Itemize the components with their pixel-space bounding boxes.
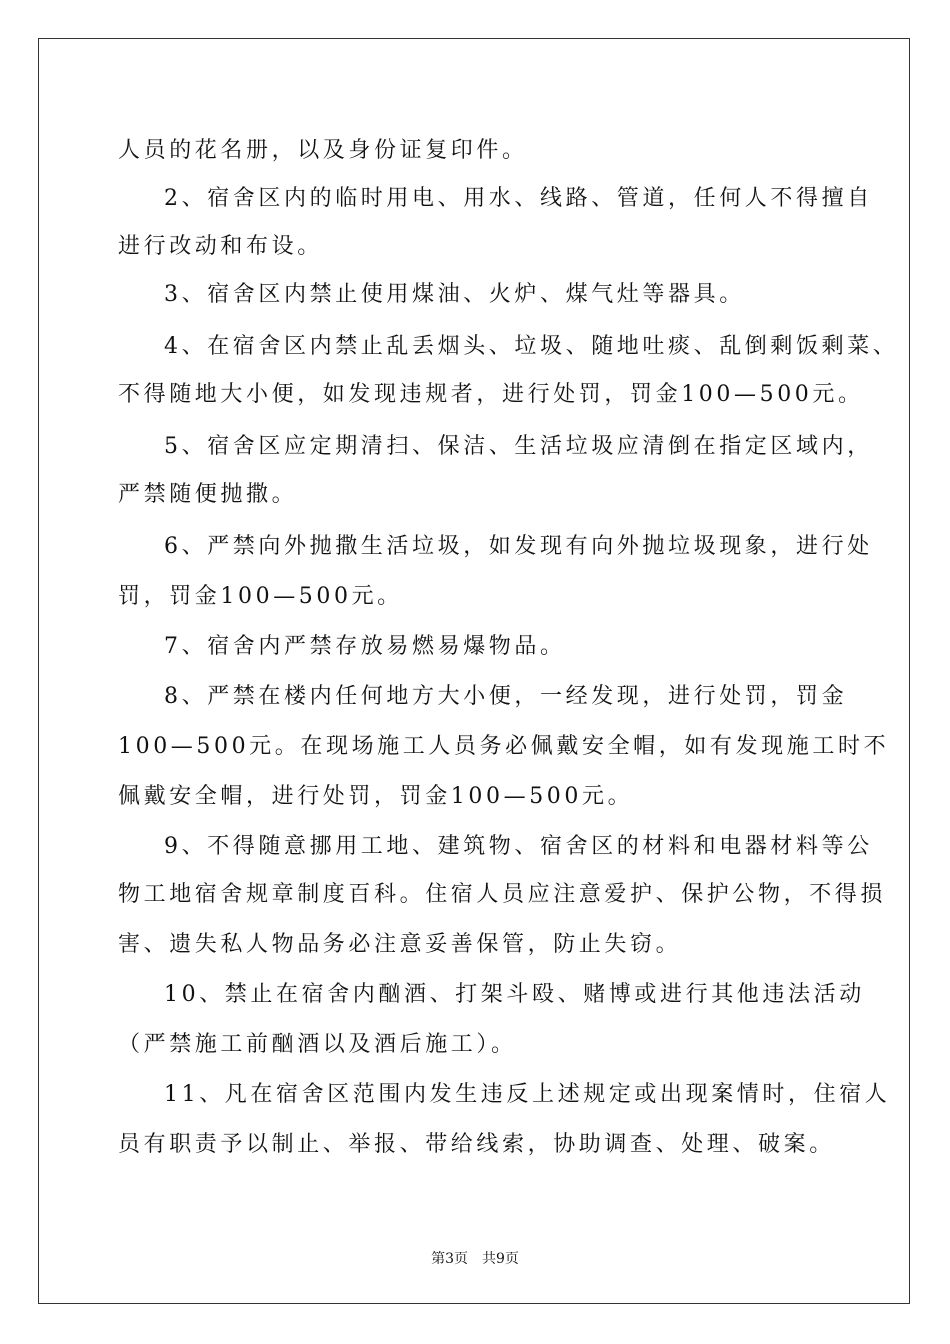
text-line: 进行改动和布设。 (118, 234, 323, 259)
text-line: 严禁随便抛撒。 (118, 482, 298, 507)
text-line: 11、凡在宿舍区范围内发生违反上述规定或出现案情时，住宿人 (164, 1082, 891, 1107)
text-line: 物工地宿舍规章制度百科。住宿人员应注意爱护、保护公物，不得损 (118, 882, 887, 907)
text-line: 5、宿舍区应定期清扫、保洁、生活垃圾应清倒在指定区域内， (164, 434, 873, 459)
page-border (38, 38, 910, 1304)
text-line: 6、严禁向外抛撒生活垃圾，如发现有向外抛垃圾现象，进行处 (164, 534, 873, 559)
text-line: （严禁施工前酗酒以及酒后施工）。 (118, 1032, 517, 1057)
text-line: 8、严禁在楼内任何地方大小便，一经发现，进行处罚，罚金 (164, 684, 848, 709)
text-line: 害、遗失私人物品务必注意妥善保管，防止失窃。 (118, 932, 682, 957)
text-line: 4、在宿舍区内禁止乱丢烟头、垃圾、随地吐痰、乱倒剩饭剩菜、 (164, 334, 899, 359)
text-line: 佩戴安全帽，进行处罚，罚金100—500元。 (118, 784, 634, 809)
text-line: 100—500元。在现场施工人员务必佩戴安全帽，如有发现施工时不 (118, 734, 890, 759)
page-footer: 第3页 共9页 (431, 1251, 519, 1267)
text-line: 3、宿舍区内禁止使用煤油、火炉、煤气灶等器具。 (164, 282, 745, 307)
text-line: 员有职责予以制止、举报、带给线索，协助调查、处理、破案。 (118, 1132, 835, 1157)
text-line: 10、禁止在宿舍内酗酒、打架斗殴、赌博或进行其他违法活动 (164, 982, 865, 1007)
text-line: 人员的花名册，以及身份证复印件。 (118, 138, 528, 163)
text-line: 9、不得随意挪用工地、建筑物、宿舍区的材料和电器材料等公 (164, 834, 873, 859)
text-line: 2、宿舍区内的临时用电、用水、线路、管道，任何人不得擅自 (164, 186, 873, 211)
text-line: 不得随地大小便，如发现违规者，进行处罚，罚金100—500元。 (118, 382, 864, 407)
text-line: 7、宿舍内严禁存放易燃易爆物品。 (164, 634, 566, 659)
text-line: 罚，罚金100—500元。 (118, 584, 403, 609)
